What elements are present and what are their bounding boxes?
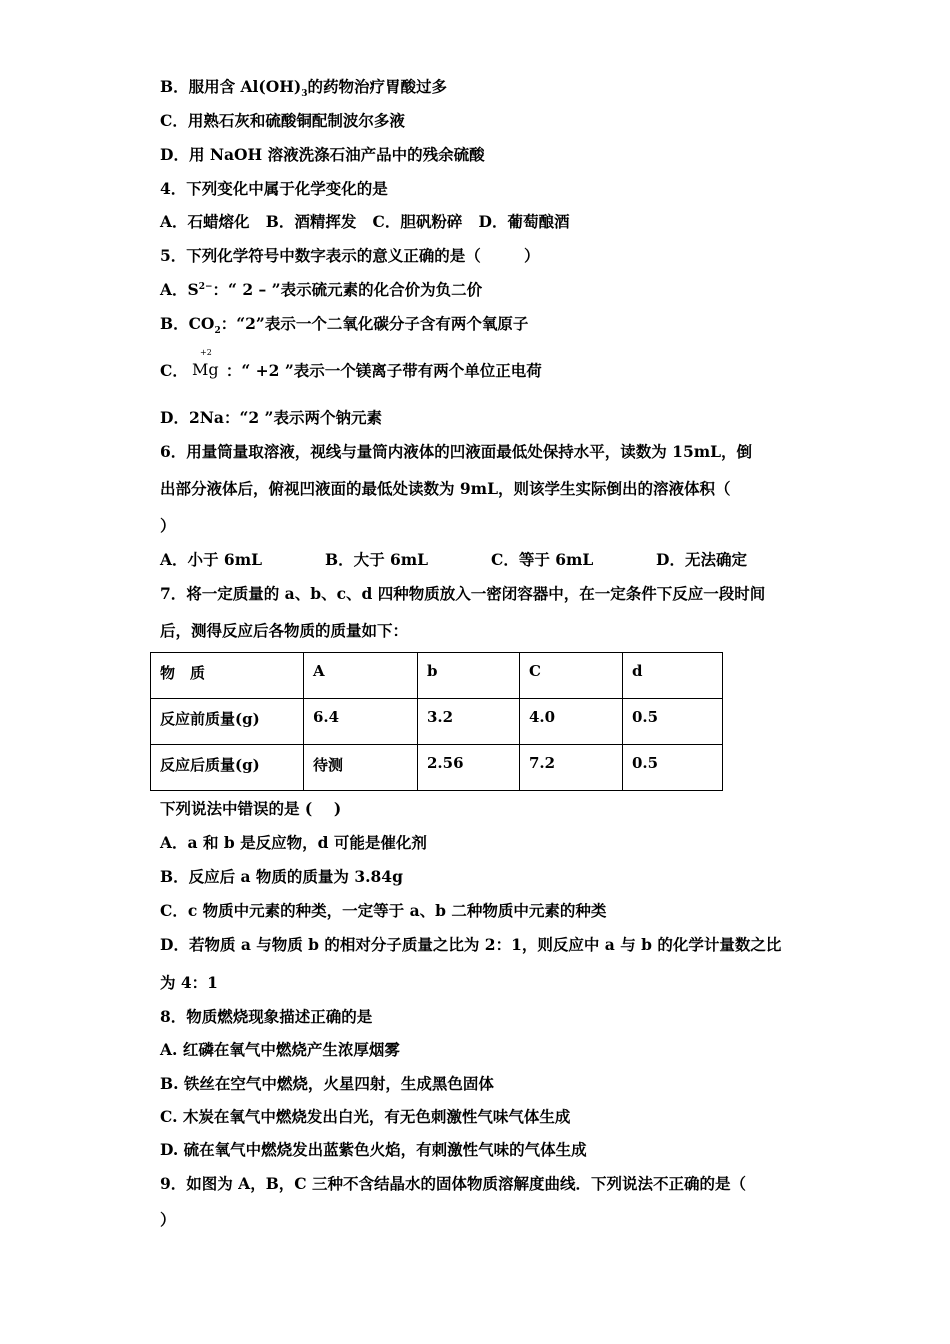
q7-prompt: 下列说法中错误的是 ( ): [160, 799, 342, 818]
q3-option-d: D．用 NaOH 溶液洗涤石油产品中的残余硫酸: [160, 145, 485, 164]
table-cell: b: [418, 653, 520, 699]
table-cell: 2.56: [418, 745, 520, 791]
table-cell: 3.2: [418, 699, 520, 745]
table-cell: 7.2: [520, 745, 623, 791]
q8-stem: 8．物质燃烧现象描述正确的是: [160, 1007, 373, 1026]
table-cell: 6.4: [304, 699, 418, 745]
q7-option-d-line-2: 为 4：1: [160, 973, 218, 992]
q5-option-b: B．$CO_2$：“2”表示一个二氧化碳分子含有两个氧原子: [160, 314, 529, 337]
table-cell: 反应后质量(g): [151, 745, 304, 791]
q7-option-c: C．c 物质中元素的种类，一定等于 a、b 二种物质中元素的种类: [160, 901, 607, 920]
table-cell: d: [623, 653, 723, 699]
table-cell: C: [520, 653, 623, 699]
q6-line-2: 出部分液体后，俯视凹液面的最低处读数为 9mL，则该学生实际倒出的溶液体积（: [160, 479, 731, 498]
q3-option-c: C．用熟石灰和硫酸铜配制波尔多液: [160, 111, 405, 130]
q6-option-d: D．无法确定: [656, 550, 747, 569]
q8-option-d: D. 硫在氧气中燃烧发出蓝紫色火焰，有刺激性气味的气体生成: [160, 1140, 587, 1159]
table-header-row: [151, 653, 723, 699]
table-row: [151, 745, 723, 791]
q8-option-b: B. 铁丝在空气中燃烧，火星四射，生成黑色固体: [160, 1074, 494, 1093]
q8-option-c: C. 木炭在氧气中燃烧发出白光，有无色刺激性气味气体生成: [160, 1107, 571, 1126]
q5-stem: 5．下列化学符号中数字表示的意义正确的是（ ）: [160, 246, 540, 265]
table-cell: 0.5: [623, 745, 723, 791]
q4-stem: 4．下列变化中属于化学变化的是: [160, 179, 388, 198]
mg-symbol: +2 Mg: [192, 348, 219, 379]
q7-line-2: 后，测得反应后各物质的质量如下：: [160, 621, 409, 640]
q9-line-2: ）: [160, 1210, 176, 1229]
table-cell: 反应前质量(g): [151, 699, 304, 745]
mass-table: [150, 652, 723, 791]
table-row: [151, 699, 723, 745]
q5-option-a: A．$S^{2-}$：“ 2 – ”表示硫元素的化合价为负二价: [160, 280, 483, 299]
table-cell: 0.5: [623, 699, 723, 745]
q9-line-1: 9．如图为 A，B，C 三种不含结晶水的固体物质溶解度曲线．下列说法不正确的是（: [160, 1174, 747, 1193]
q5-option-d: D．2Na：“2 ”表示两个钠元素: [160, 408, 382, 427]
q7-line-1: 7．将一定质量的 a、b、c、d 四种物质放入一密闭容器中，在一定条件下反应一段时间: [160, 584, 766, 603]
q4-options: A．石蜡熔化 B．酒精挥发 C．胆矾粉碎 D．葡萄酿酒: [160, 212, 570, 231]
q7-option-d-line-1: D．若物质 a 与物质 b 的相对分子质量之比为 2：1，则反应中 a 与 b 的化学计量数之比: [160, 935, 782, 954]
q8-option-a: A. 红磷在氧气中燃烧产生浓厚烟雾: [160, 1040, 400, 1059]
q5-option-c: C． ：“ +2 ”表示一个镁离子带有两个单位正电荷: [160, 361, 542, 380]
q6-line-3: ）: [160, 516, 176, 535]
q6-option-a: A．小于 6mL: [160, 550, 263, 569]
q6-option-c: C．等于 6mL: [491, 550, 594, 569]
table-cell: 4.0: [520, 699, 623, 745]
table-cell: 物 质: [151, 653, 304, 699]
q7-option-a: A．a 和 b 是反应物，d 可能是催化剂: [160, 833, 427, 852]
q6-line-1: 6．用量筒量取溶液，视线与量筒内液体的凹液面最低处保持水平，读数为 15mL，倒: [160, 442, 753, 461]
q6-option-b: B．大于 6mL: [325, 550, 429, 569]
q7-option-b: B．反应后 a 物质的质量为 3.84g: [160, 867, 403, 886]
q3-option-b: B．服用含 $Al(OH)_3$的药物治疗胃酸过多: [160, 77, 448, 100]
table-cell: A: [304, 653, 418, 699]
table-cell: 待测: [304, 745, 418, 791]
